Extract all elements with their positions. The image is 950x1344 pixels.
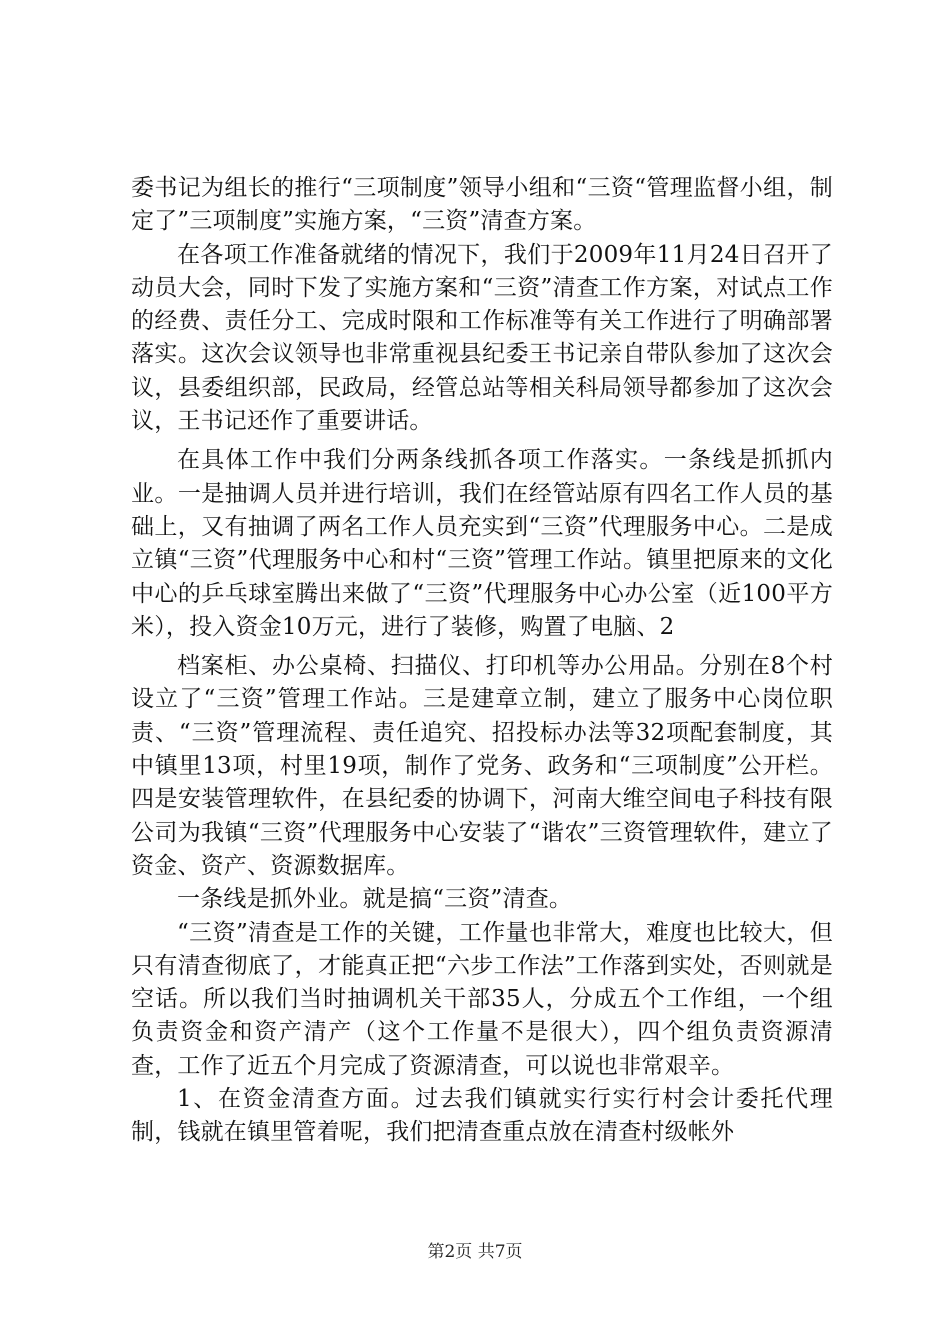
paragraph-6: “三资”清查是工作的关键，工作量也非常大，难度也比较大，但只有清查彻底了，才能真正把“六步工作法”工作落到实处，否则就是空话。所以我们当时抽调机关干部35人，分成五个工作组，一个组负责资金和资产清产（这个工作量不是很大），四个组负责资源清查，工作了近五个月完成了资源清查，可以说也非常艰辛。 — [131, 919, 833, 1079]
paragraph-3: 在具体工作中我们分两条线抓各项工作落实。一条线是抓抓内业。一是抽调人员并进行培训，我们在经管站原有四名工作人员的基础上，又有抽调了两名工作人员充实到“三资”代理服务中心。二是成立镇“三资”代理服务中心和村“三资”管理工作站。镇里把原来的文化中心的乒乓球室腾出来做了“三资”代理服务中心办公室（近100平方米），投入资金10万元，进行了装修，购置了电脑、2 — [131, 447, 833, 640]
paragraph-5: 一条线是抓外业。就是搞“三资”清查。 — [177, 886, 573, 913]
paragraph-7: 1、在资金清查方面。过去我们镇就实行实行村会计委托代理制，钱就在镇里管着呢，我们把清查重点放在清查村级帐外 — [131, 1086, 833, 1146]
page-number-footer: 第2页 共7页 — [427, 1242, 523, 1262]
paragraph-1: 委书记为组长的推行“三项制度”领导小组和“三资“管理监督小组，制定了”三项制度”实施方案，“三资”清查方案。 — [131, 175, 833, 235]
paragraph-2: 在各项工作准备就绪的情况下，我们于2009年11月24日召开了动员大会，同时下发了实施方案和“三资”清查工作方案，对试点工作的经费、责任分工、完成时限和工作标准等有关工作进行了明确部署落实。这次会议领导也非常重视县纪委王书记亲自带队参加了这次会议，县委组织部，民政局，经管总站等相关科局领导都参加了这次会议，王书记还作了重要讲话。 — [131, 241, 833, 435]
document-body — [131, 172, 833, 1150]
paragraph-4: 档案柜、办公桌椅、扫描仪、打印机等办公用品。分别在8个村设立了“三资”管理工作站。三是建章立制，建立了服务中心岗位职责、“三资”管理流程、责任追究、招投标办法等32项配套制度，其中镇里13项，村里19项，制作了党务、政务和“三项制度”公开栏。四是安装管理软件，在县纪委的协调下，河南大维空间电子科技有限公司为我镇“三资”代理服务中心安装了“谐农”三资管理软件，建立了资金、资产、资源数据库。 — [131, 653, 833, 879]
